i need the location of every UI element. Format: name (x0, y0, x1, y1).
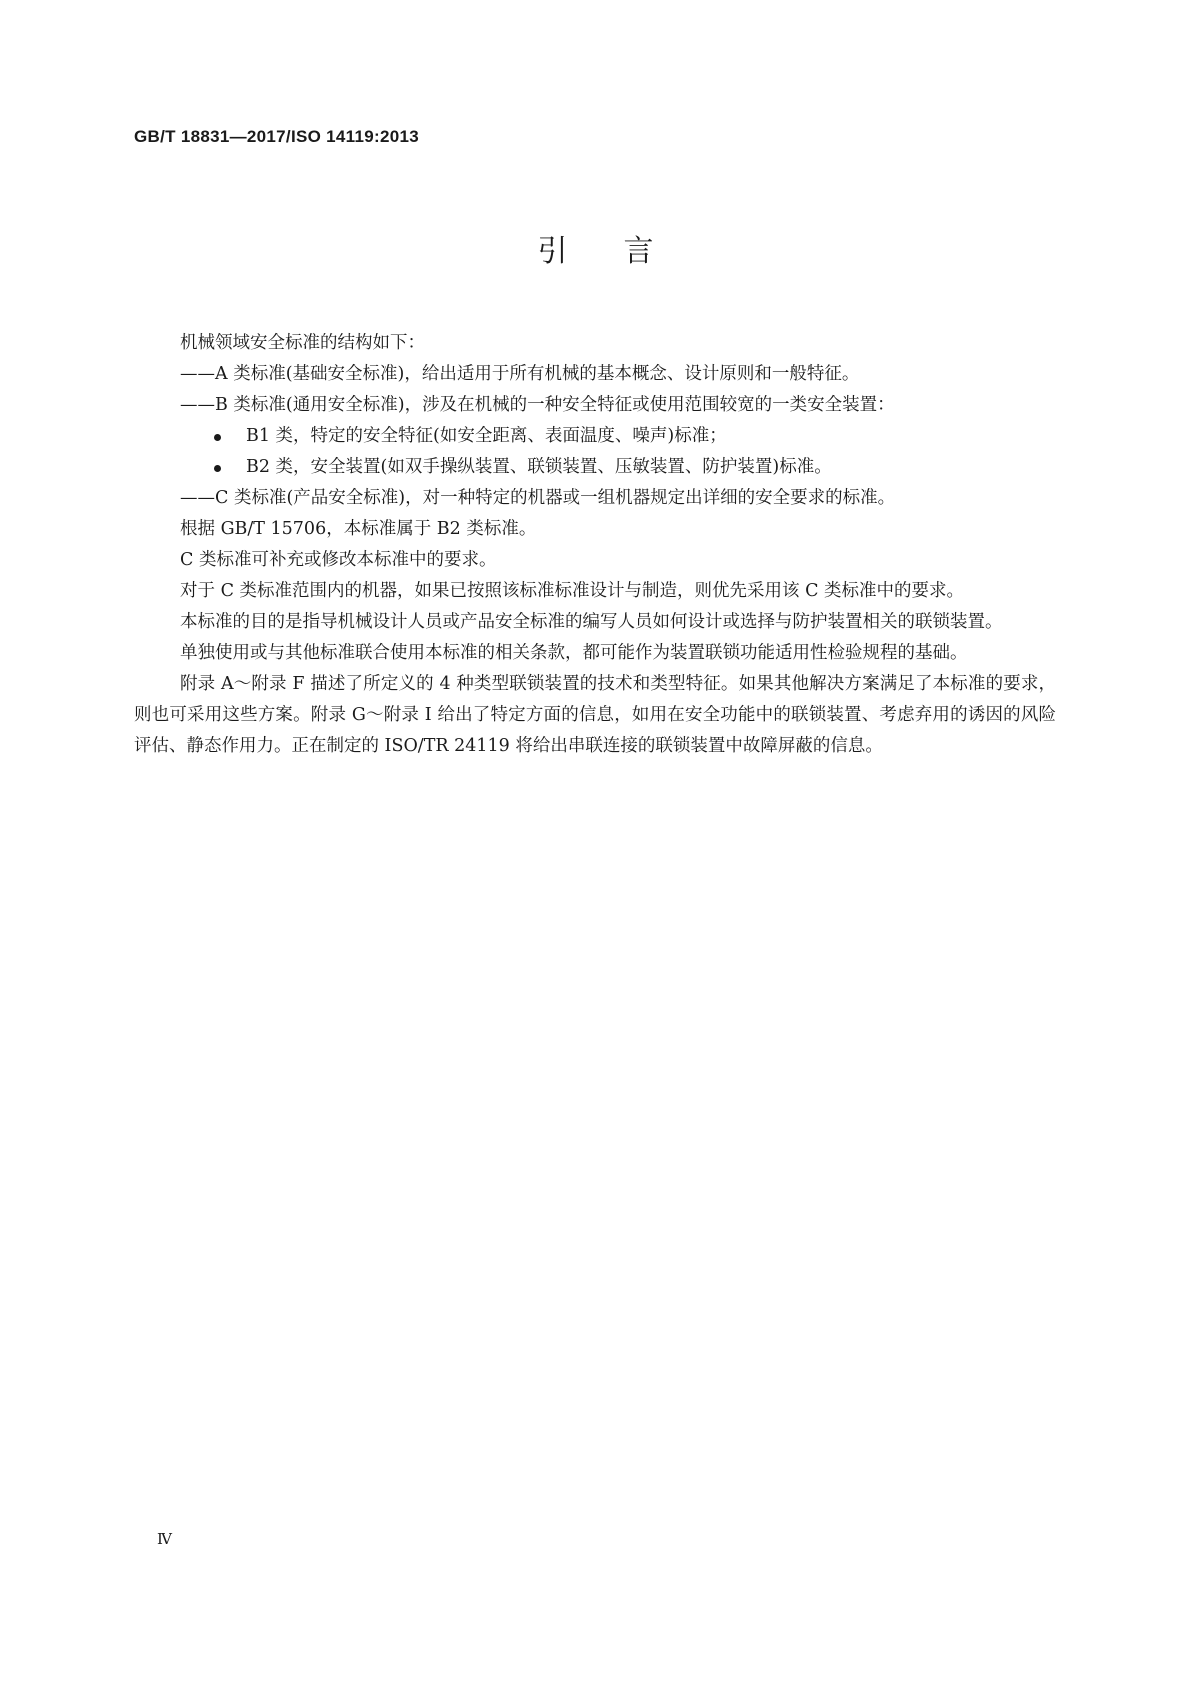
b1-bullet-item (134, 421, 1056, 452)
classification-paragraph: 根据 GB/T 15706，本标准属于 B2 类标准。 (180, 519, 537, 539)
type-a-item: ——A 类标准(基础安全标准)，给出适用于所有机械的基本概念、设计原则和一般特征。 (180, 364, 860, 384)
c-priority-paragraph: 对于 C 类标准范围内的机器，如果已按照该标准标准设计与制造，则优先采用该 C 类标准中的要求。 (180, 581, 965, 601)
purpose-paragraph: 本标准的目的是指导机械设计人员或产品安全标准的编写人员如何设计或选择与防护装置相关的联锁装置。 (180, 612, 1003, 632)
type-b-item: ——B 类标准(通用安全标准)，涉及在机械的一种安全特征或使用范围较宽的一类安全装置： (180, 395, 895, 415)
introduction-body (134, 328, 1056, 762)
page-number: Ⅳ (157, 1530, 172, 1548)
bullet-dot-icon (214, 434, 221, 441)
c-supplement-paragraph: C 类标准可补充或修改本标准中的要求。 (180, 550, 497, 570)
annexes-paragraph: 附录 A～附录 F 描述了所定义的 4 种类型联锁装置的技术和类型特征。如果其他解决方案满足了本标准的要求，则也可采用这些方案。附录 G～附录 I 给出了特定方面的信息，如用在安全功能中的联锁装置、考虑弃用的诱因的风险评估、静态作用力。正在制定的 ISO/TR 24119 将给出串联连接的联锁装置中故障屏蔽的信息。 (134, 674, 1056, 756)
b2-text: B2 类，安全装置(如双手操纵装置、联锁装置、压敏装置、防护装置)标准。 (246, 457, 832, 477)
bullet-dot-icon (214, 465, 221, 472)
type-c-item: ——C 类标准(产品安全标准)，对一种特定的机器或一组机器规定出详细的安全要求的标准。 (180, 488, 896, 508)
b1-text: B1 类，特定的安全特征(如安全距离、表面温度、噪声)标准； (246, 426, 727, 446)
intro-paragraph: 机械领域安全标准的结构如下： (180, 333, 425, 353)
b2-bullet-item (134, 452, 1056, 483)
section-title: 引言 (537, 234, 710, 269)
usage-paragraph: 单独使用或与其他标准联合使用本标准的相关条款，都可能作为装置联锁功能适用性检验规程的基础。 (180, 643, 968, 663)
document-code-header: GB/T 18831—2017/ISO 14119:2013 (134, 127, 419, 146)
